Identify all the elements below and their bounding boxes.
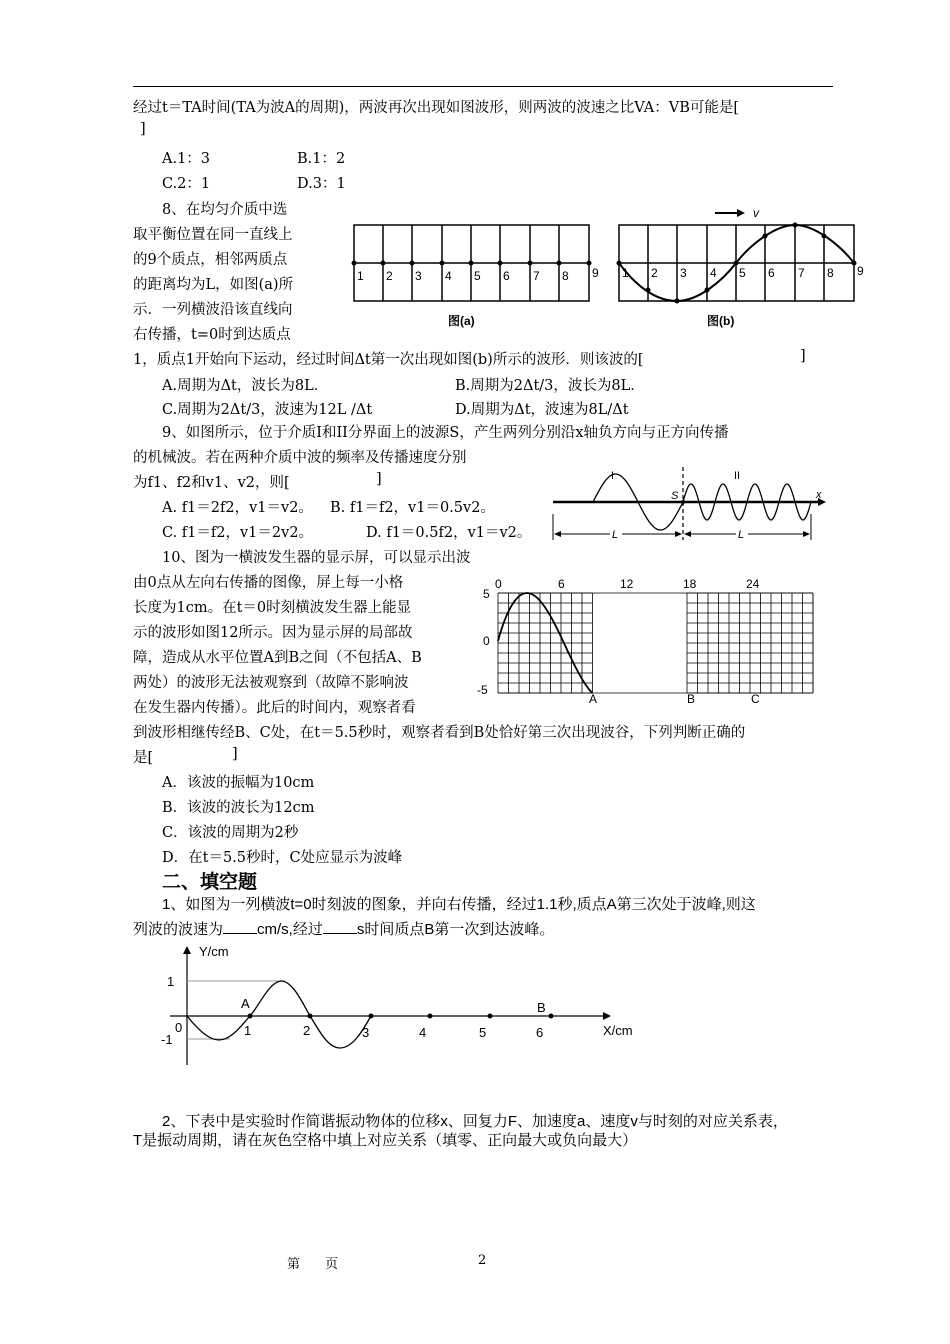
q10-point-B: B: [687, 692, 696, 706]
q10-option-c: C．该波的周期为2秒: [162, 825, 299, 841]
q10-option-a: A．该波的振幅为10cm: [162, 775, 315, 791]
fig-a-point-5: 5: [474, 269, 481, 283]
s2-q1-line1: 1、如图为一列横波t=0时刻波的图象，并向右传播，经过1.1秒,质点A第三次处于波峰,则这: [162, 896, 756, 913]
q8-line4: 的距离均为L，如图(a)所: [133, 277, 294, 293]
fig-a-point-8: 8: [562, 269, 569, 283]
fig-a-caption: 图(a): [448, 314, 475, 328]
footer-page-label-1: 第: [287, 1257, 301, 1272]
fig-b-point-4: 4: [710, 266, 717, 280]
q8-option-d: D.周期为Δt，波速为8L/Δt: [455, 402, 629, 418]
s2-graph-x-tick-5: 5: [479, 1025, 487, 1040]
q9-option-a: A. f1＝2f2，v1＝v2。: [162, 500, 313, 516]
q9-option-d: D. f1＝0.5f2，v1＝v2。: [366, 525, 532, 541]
s2-q1-line2: [133, 918, 554, 939]
s2-graph-point-A: A: [241, 996, 250, 1011]
fig-b-point-5: 5: [739, 266, 746, 280]
s2-graph-y-tick-neg1: -1: [161, 1032, 173, 1047]
q8-bracket-close: ]: [800, 348, 806, 364]
q9-line1: 9、如图所示，位于介质I和II分界面上的波源S，产生两列分别沿x轴负方向与正方向传播: [162, 425, 729, 441]
s2-graph-y-tick-1: 1: [167, 974, 175, 989]
q8-line1: 8、在均匀介质中选: [162, 202, 288, 218]
s2-q1-line2-a: 列波的波速为: [133, 921, 224, 938]
q10-option-b: B．该波的波长为12cm: [162, 800, 315, 816]
fig-a-point-3: 3: [415, 269, 422, 283]
figure-a: [350, 220, 600, 335]
q10-top-label-24: 24: [746, 577, 760, 591]
q8-option-b: B.周期为2Δt/3，波长为8L．: [455, 378, 645, 394]
q7-option-d: D.3：1: [297, 176, 346, 192]
q7-option-a: A.1：3: [162, 151, 211, 167]
fig-q9-label-L-left: L: [612, 529, 619, 541]
s2-q1-line2-c: s时间质点B第一次到达波峰。: [356, 921, 555, 938]
fig-b-point-7: 7: [798, 266, 805, 280]
q10-top-label-0: 0: [495, 577, 502, 591]
footer-page-number: 2: [478, 1253, 487, 1268]
footer-page-label-2: 页: [325, 1257, 339, 1272]
q8-line3: 的9个质点，相邻两质点: [133, 252, 288, 268]
q8-option-c: C.周期为2Δt/3，波速为12L /Δt: [162, 402, 373, 418]
fig-q9-label-L-right: L: [738, 529, 745, 541]
s2-graph-x-tick-1: 1: [244, 1023, 252, 1038]
q7-option-c: C.2：1: [162, 176, 211, 192]
q10-top-label-6: 6: [558, 577, 565, 591]
q8-line5: 示．一列横波沿该直线向: [133, 302, 293, 318]
figure-b: [615, 205, 865, 335]
q10-bracket-close: ]: [232, 746, 238, 762]
q10-line3: 长度为1cm。在t＝0时刻横波发生器上能显: [133, 600, 412, 616]
q8-line6: 右传播，t=0时到达质点: [133, 327, 291, 343]
fig-q9-label-II: II: [734, 470, 741, 482]
s2-graph-x-tick-6: 6: [536, 1025, 544, 1040]
s2-graph-x-tick-3: 3: [362, 1025, 370, 1040]
q10-left-label-0: 0: [483, 634, 490, 648]
header-rule: [133, 86, 833, 87]
fig-a-point-1: 1: [357, 269, 364, 283]
q10-option-d: D．在t＝5.5秒时，C处应显示为波峰: [162, 850, 403, 866]
fig-a-point-7: 7: [533, 269, 540, 283]
q9-bracket-close: ]: [376, 471, 382, 487]
figure-s2-wave: [155, 940, 665, 1070]
fig-b-point-8: 8: [827, 266, 834, 280]
s2-q2-line1: 2、下表中是实验时作简谐振动物体的位移x、回复力F、加速度a、速度v与时刻的对应关系表，: [162, 1113, 788, 1130]
q10-top-label-12: 12: [620, 577, 634, 591]
fig-a-point-9: 9: [592, 266, 599, 280]
s2-graph-x-tick-4: 4: [419, 1025, 427, 1040]
s2-graph-x-tick-2: 2: [303, 1023, 311, 1038]
q10-line1: 10、图为一横波发生器的显示屏，可以显示出波: [162, 550, 471, 566]
fig-a-point-4: 4: [445, 269, 452, 283]
fig-b-point-1: 1: [622, 266, 629, 280]
s2-graph-point-B: B: [537, 1000, 546, 1015]
q10-line5: 障，造成从水平位置A到B之间（不包括A、B: [133, 650, 422, 666]
q10-line4: 示的波形如图12所示。因为显示屏的局部故: [133, 625, 413, 641]
q9-option-c: C. f1＝f2，v1＝2v2。: [162, 525, 314, 541]
q10-line7: 在发生器内传播）。此后的时间内，观察者看: [133, 700, 416, 716]
fig-b-point-2: 2: [651, 266, 658, 280]
fig-q9-label-S: S: [671, 490, 679, 502]
fig-b-point-6: 6: [768, 266, 775, 280]
q10-top-label-18: 18: [683, 577, 697, 591]
s2-q2-line2: T是振动周期，请在灰色空格中填上对应关系（填零、正向最大或负向最大）: [133, 1132, 638, 1149]
q7-stem-line2: ]: [140, 121, 146, 137]
s2-q1-blank-time[interactable]: [323, 919, 357, 934]
q8-option-a: A.周期为Δt，波长为8L．: [162, 378, 329, 394]
s2-graph-y-label: Y/cm: [199, 944, 229, 959]
q10-line9: 是[: [133, 750, 154, 766]
q7-stem-line1: 经过t＝TA时间(TA为波A的周期)，两波再次出现如图波形，则两波的波速之比VA：VB可能是[: [133, 100, 740, 116]
q10-line6: 两处）的波形无法被观察到（故障不影响波: [133, 675, 409, 691]
fig-a-point-6: 6: [503, 269, 510, 283]
fig-b-caption: 图(b): [707, 314, 735, 328]
figure-q10-screen: [475, 575, 820, 710]
section2-title: 二、填空题: [162, 871, 258, 893]
fig-a-point-2: 2: [386, 269, 393, 283]
fig-q9-label-I: I: [611, 470, 615, 482]
q10-left-label-neg5: -5: [477, 683, 488, 697]
fig-q9-label-x: x: [816, 489, 822, 501]
q8-line2: 取平衡位置在同一直线上: [133, 227, 293, 243]
q9-line3: 为f1、f2和v1、v2，则[: [133, 475, 290, 491]
fig-b-point-9: 9: [857, 264, 864, 278]
q10-point-C: C: [751, 692, 760, 706]
s2-graph-y-tick-0: 0: [175, 1020, 183, 1035]
q9-option-b: B. f1＝f2，v1＝0.5v2。: [330, 500, 495, 516]
q8-line7: 1，质点1开始向下运动，经过时间Δt第一次出现如图(b)所示的波形．则该波的[: [133, 352, 644, 368]
q10-point-A: A: [589, 692, 598, 706]
q10-line8: 到波形相继传经B、C处，在t＝5.5秒时，观察者看到B处恰好第三次出现波谷，下列判断正确的: [133, 725, 746, 741]
figure-q9: [548, 462, 833, 542]
fig-b-point-3: 3: [680, 266, 687, 280]
q10-left-label-5: 5: [483, 587, 490, 601]
s2-q1-line2-b: cm/s,经过: [257, 921, 323, 938]
q9-line2: 的机械波。若在两种介质中波的频率及传播速度分别: [133, 450, 467, 466]
fig-b-arrow-label: v: [753, 206, 759, 220]
s2-graph-x-label: X/cm: [603, 1023, 633, 1038]
q7-option-b: B.1：2: [297, 151, 346, 167]
q10-line2: 由0点从左向右传播的图像，屏上每一小格: [133, 575, 404, 591]
s2-q1-blank-speed[interactable]: [223, 919, 257, 934]
